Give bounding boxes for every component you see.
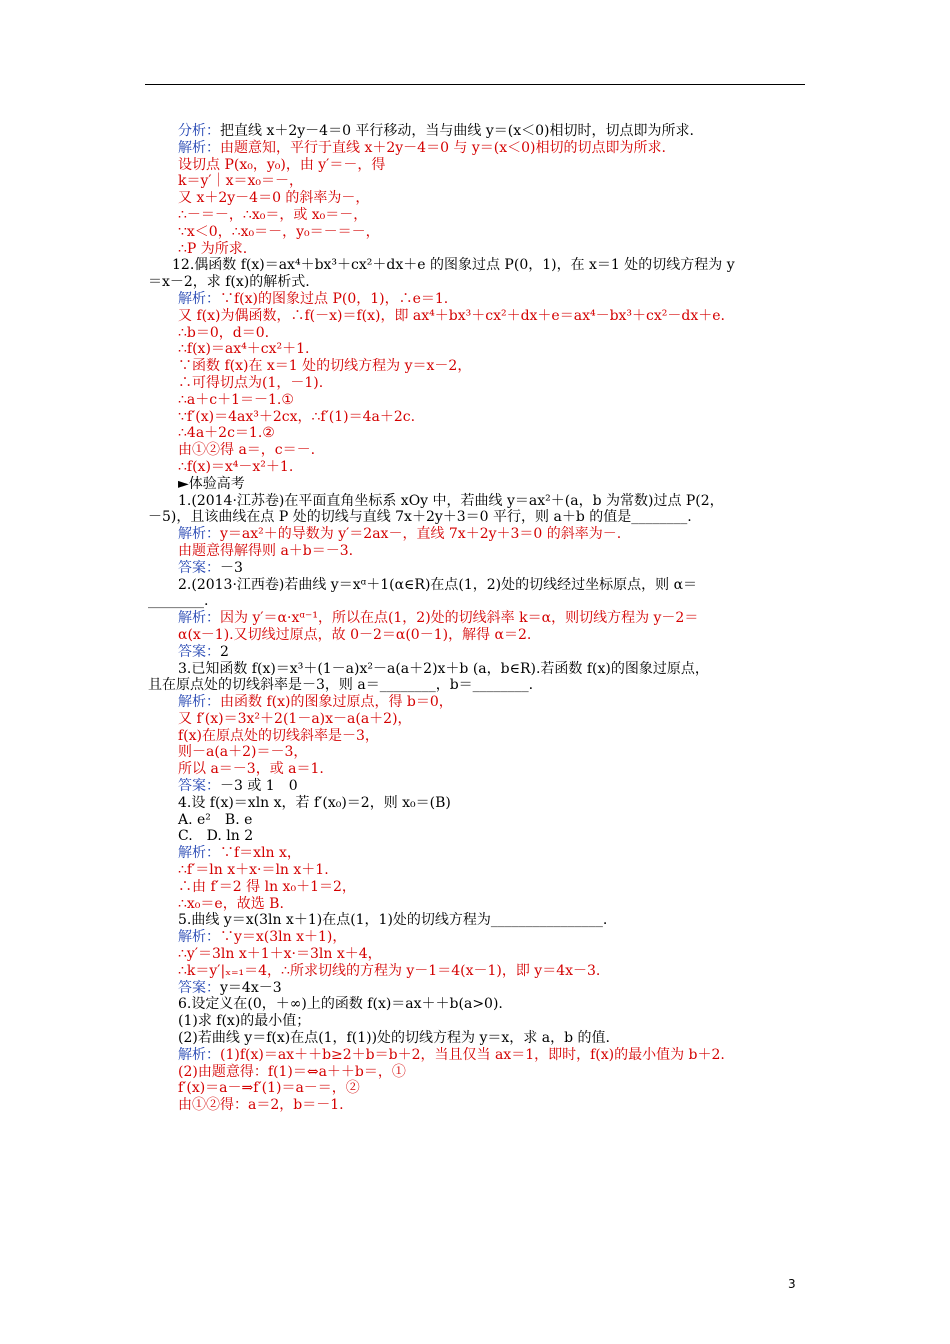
line-text: ________. — [148, 593, 209, 610]
text-line — [178, 795, 808, 812]
text-line — [178, 358, 808, 375]
text-line — [178, 929, 808, 946]
header-rule — [145, 84, 805, 85]
text-line — [178, 996, 808, 1013]
page-number: 3 — [788, 1277, 796, 1291]
line-text: k＝y′｜x＝x₀＝－， — [178, 173, 303, 190]
line-text: 5.曲线 y＝x(3ln x＋1)在点(1，1)处的切线方程为________________. — [178, 912, 608, 929]
line-label: 解析： — [178, 1046, 220, 1063]
line-text: ∵x＜0，∴x₀＝－，y₀＝－＝－， — [178, 223, 380, 240]
line-text: 6.设定义在(0，＋∞)上的函数 f(x)＝ax＋＋b(a>0). — [178, 996, 503, 1013]
line-label: 解析： — [178, 526, 220, 543]
line-text: ∴－＝－，∴x₀＝，或 x₀＝－， — [178, 206, 368, 223]
line-text: ∴P 为所求. — [178, 240, 248, 257]
line-text: ＝x－2，求 f(x)的解析式. — [148, 274, 310, 291]
text-line — [178, 526, 808, 543]
line-text: α(x－1).又切线过原点，故 0－2＝α(0－1)，解得 α＝2. — [178, 626, 532, 643]
line-text: 又 f(x)为偶函数，∴f(－x)＝f(x)，即 ax⁴＋bx³＋cx²＋dx＋e＝ax⁴－bx³＋cx²－dx＋e. — [178, 307, 725, 324]
line-text: (1)f(x)＝ax＋＋b≥2＋b＝b＋2，当且仅当 ax＝1，即时，f(x)的最小值为 b＋2. — [220, 1046, 725, 1063]
line-text: 3.已知函数 f(x)＝x³＋(1－a)x²－a(a＋2)x＋b (a，b∈R).若函数 f(x)的图象过原点， — [178, 660, 709, 677]
line-text: ∴f(x)＝ax⁴＋cx²＋1. — [178, 341, 310, 358]
text-line — [178, 1030, 808, 1047]
line-text: ∴k＝y′|ₓ₌₁＝4，∴所求切线的方程为 y－1＝4(x－1)，即 y＝4x－3. — [178, 962, 601, 979]
text-line — [148, 593, 808, 610]
line-text: ∵f＝xln x， — [220, 845, 301, 862]
line-text: ∴由 f′＝2 得 ln x₀＋1＝2， — [178, 878, 356, 895]
line-text: 12.偶函数 f(x)＝ax⁴＋bx³＋cx²＋dx＋e 的图象过点 P(0，1)，在 x＝1 处的切线方程为 y — [172, 257, 735, 274]
text-line — [178, 1047, 808, 1064]
line-text: ∵y＝x(3ln x＋1)， — [220, 929, 347, 946]
line-text: －3 或 1 0 — [220, 778, 298, 795]
text-line — [178, 543, 808, 560]
text-line — [178, 812, 808, 829]
line-text: ∴4a＋2c＝1.② — [178, 425, 275, 442]
text-line — [178, 862, 808, 879]
text-line — [178, 694, 808, 711]
line-label: 答案： — [178, 559, 220, 576]
line-label: 答案： — [178, 778, 220, 795]
line-text: ∴x₀＝e，故选 B. — [178, 895, 284, 912]
line-text: －5)，且该曲线在点 P 处的切线与直线 7x＋2y＋3＝0 平行，则 a＋b 的值是________. — [148, 509, 692, 526]
text-line — [178, 644, 808, 661]
text-line — [178, 1013, 808, 1030]
line-text: 且在原点处的切线斜率是－3，则 a＝________，b＝________. — [148, 677, 534, 694]
text-line — [178, 325, 808, 342]
line-text: ∴f(x)＝x⁴－x²＋1. — [178, 458, 294, 475]
line-text: 因为 y′＝α·xᵅ⁻¹，所以在点(1，2)处的切线斜率 k＝α，则切线方程为 y－2＝ — [220, 610, 699, 627]
line-label: 解析： — [178, 845, 220, 862]
text-line — [178, 425, 808, 442]
line-text: 由①②得 a＝，c＝－. — [178, 442, 316, 459]
text-line — [178, 207, 808, 224]
line-text: 则－a(a＋2)＝－3， — [178, 744, 308, 761]
text-line — [178, 157, 808, 174]
text-line — [178, 728, 808, 745]
line-label: 分析： — [178, 123, 220, 139]
text-line — [178, 1080, 808, 1097]
line-label: 解析： — [178, 139, 220, 156]
text-line — [178, 912, 808, 929]
text-line — [178, 291, 808, 308]
text-line — [178, 946, 808, 963]
line-text: ∵f′(x)＝4ax³＋2cx，∴f′(1)＝4a＋2c. — [178, 408, 416, 425]
line-text: ∴y′＝3ln x＋1＋x·＝3ln x＋4， — [178, 946, 382, 963]
text-line — [178, 896, 808, 913]
line-text: 由题意得解得则 a＋b＝－3. — [178, 542, 354, 559]
line-text: 所以 a＝－3，或 a＝1. — [178, 761, 324, 778]
text-line — [178, 476, 808, 493]
text-line — [178, 123, 808, 140]
text-line — [178, 140, 808, 157]
text-line — [178, 375, 808, 392]
line-text: y＝4x－3 — [220, 979, 282, 996]
text-line — [178, 308, 808, 325]
line-label: 解析： — [178, 290, 220, 307]
line-label: 答案： — [178, 979, 220, 996]
text-line — [178, 442, 808, 459]
line-text: ∵f(x)的图象过点 P(0，1)，∴e＝1. — [220, 290, 449, 307]
line-label: 解析： — [178, 610, 220, 627]
text-line — [178, 610, 808, 627]
text-line — [148, 274, 808, 291]
text-line — [178, 560, 808, 577]
line-text: 设切点 P(x₀，y₀)，由 y′＝－，得 — [178, 156, 386, 173]
text-line — [178, 778, 808, 795]
text-line — [178, 577, 808, 594]
line-text: ►体验高考 — [178, 475, 245, 492]
line-text: 由①②得：a＝2，b＝－1. — [178, 1097, 344, 1114]
text-line — [178, 173, 808, 190]
line-text: f(x)在原点处的切线斜率是－3， — [178, 727, 379, 744]
text-line — [178, 744, 808, 761]
text-line — [178, 879, 808, 896]
text-line — [148, 509, 808, 526]
line-label: 答案： — [178, 643, 220, 660]
line-label: 解析： — [178, 694, 220, 711]
line-text: 由题意知，平行于直线 x＋2y－4＝0 与 y＝(x＜0)相切的切点即为所求. — [220, 139, 666, 156]
text-line — [172, 257, 808, 274]
line-text: 1.(2014·江苏卷)在平面直角坐标系 xOy 中，若曲线 y＝ax²＋(a，b 为常数)过点 P(2， — [178, 492, 724, 509]
line-text: 由函数 f(x)的图象过原点，得 b＝0， — [220, 694, 453, 711]
text-line — [178, 409, 808, 426]
line-text: 把直线 x＋2y－4＝0 平行移动，当与曲线 y＝(x＜0)相切时，切点即为所求. — [220, 123, 694, 139]
text-line — [178, 661, 808, 678]
text-line — [178, 493, 808, 510]
line-text: ∴b＝0，d＝0. — [178, 324, 270, 341]
line-text: 4.设 f(x)＝xln x，若 f′(x₀)＝2，则 x₀＝(B) — [178, 794, 451, 811]
line-text: ∴f′＝ln x＋x·＝ln x＋1. — [178, 862, 329, 879]
text-line — [178, 963, 808, 980]
text-line — [178, 761, 808, 778]
text-line — [178, 392, 808, 409]
line-text: C. D. ln 2 — [178, 828, 254, 845]
text-line — [178, 845, 808, 862]
text-line — [178, 980, 808, 997]
text-line — [178, 241, 808, 258]
text-line — [178, 1097, 808, 1114]
line-text: 又 x＋2y－4＝0 的斜率为－， — [178, 190, 370, 207]
text-line — [148, 677, 808, 694]
text-line — [178, 190, 808, 207]
line-text: f′(x)＝a－⇒f′(1)＝a－＝，② — [178, 1080, 360, 1097]
line-text: ∵函数 f(x)在 x＝1 处的切线方程为 y＝x－2， — [178, 358, 472, 375]
text-line — [178, 627, 808, 644]
text-line — [178, 459, 808, 476]
line-text: (1)求 f(x)的最小值； — [178, 1013, 311, 1030]
text-line — [178, 224, 808, 241]
line-text: (2)由题意得：f(1)＝⇔a＋＋b＝，① — [178, 1063, 406, 1080]
line-text: 2.(2013·江西卷)若曲线 y＝xᵅ＋1(α∈R)在点(1，2)处的切线经过坐标原点，则 α＝ — [178, 576, 698, 593]
line-text: 又 f′(x)＝3x²＋2(1－a)x－a(a＋2)， — [178, 710, 412, 727]
line-text: y＝ax²＋的导数为 y′＝2ax－，直线 7x＋2y＋3＝0 的斜率为－. — [220, 526, 622, 543]
line-text: ∴可得切点为(1，－1). — [178, 374, 324, 391]
line-text: －3 — [220, 559, 243, 576]
text-line — [178, 711, 808, 728]
line-label: 解析： — [178, 929, 220, 946]
text-line — [178, 341, 808, 358]
document-body — [148, 123, 808, 1114]
text-line — [178, 1064, 808, 1081]
text-line — [178, 828, 808, 845]
line-text: (2)若曲线 y＝f(x)在点(1，f(1))处的切线方程为 y＝x，求 a，b 的值. — [178, 1030, 610, 1047]
line-text: A. e² B. e — [178, 811, 253, 828]
line-text: 2 — [220, 643, 229, 660]
line-text: ∴a＋c＋1＝－1.① — [178, 391, 294, 408]
